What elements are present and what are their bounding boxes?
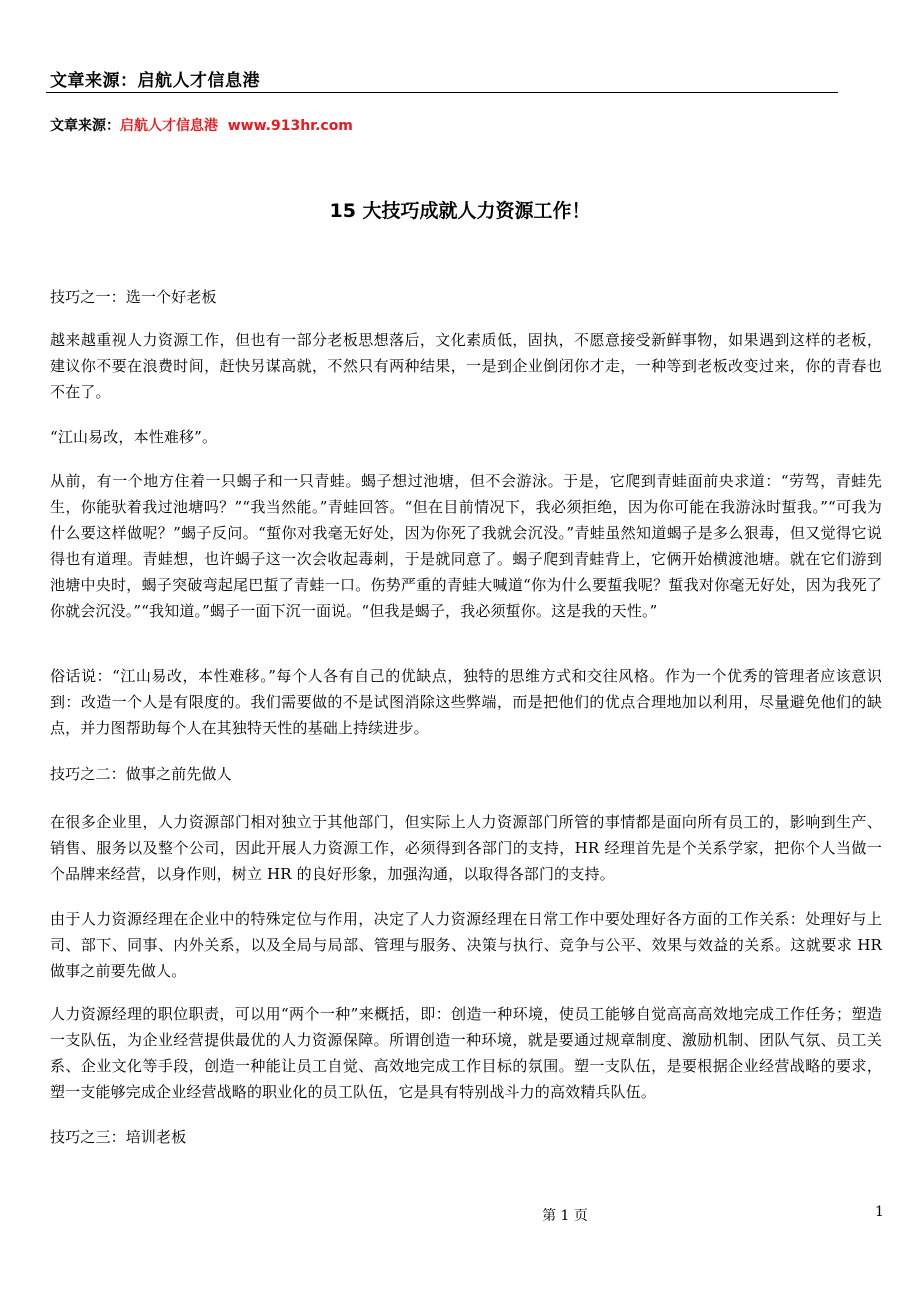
paragraph: 俗话说：“江山易改，本性难移。”每个人各有自己的优缺点，独特的思维方式和交往风格。作为一个优秀的管理者应该意识到：改造一个人是有限度的。我们需要做的不是试图消除这些弊端，而是把他们的优点合理地加以利用，尽量避免他们的缺点，并力图帮助每个人在其独特天性的基础上持续进步。	[50, 667, 882, 737]
paragraph: “江山易改，本性难移”。	[50, 428, 218, 446]
footer-page-number: 1	[875, 1204, 884, 1220]
source-line	[50, 115, 353, 135]
paragraph: 越来越重视人力资源工作，但也有一部分老板思想落后，文化素质低，固执，不愿意接受新鲜事物，如果遇到这样的老板，建议你不要在浪费时间，赶快另谋高就，不然只有两种结果，一是到企业倒闭你才走，一种等到老板改变过来，你的青春也不在了。	[50, 331, 882, 401]
footer-page-label: 第 1 页	[542, 1208, 588, 1224]
source-url-link[interactable]: www.913hr.com	[227, 118, 353, 134]
section-heading-1: 技巧之一：选一个好老板	[50, 288, 217, 306]
paragraph: 由于人力资源经理在企业中的特殊定位与作用，决定了人力资源经理在日常工作中要处理好各方面的工作关系：处理好与上司、部下、同事、内外关系，以及全局与局部、管理与服务、决策与执行、竞争与公平、效果与效益的关系。这就要求 HR 做事之前要先做人。	[50, 910, 882, 980]
section-heading-2: 技巧之二：做事之前先做人	[50, 765, 232, 783]
header-rule	[46, 92, 838, 93]
paragraph: 从前，有一个地方住着一只蝎子和一只青蛙。蝎子想过池塘，但不会游泳。于是，它爬到青蛙面前央求道：“劳驾，青蛙先生，你能驮着我过池塘吗？”“我当然能。”青蛙回答。“但在目前情况下，我必须拒绝，因为你可能在我游泳时蜇我。”“可我为什么要这样做呢？”蝎子反问。“蜇你对我毫无好处，因为你死了我就会沉没。”青蛙虽然知道蝎子是多么狠毒，但又觉得它说得也有道理。青蛙想，也许蝎子这一次会收起毒刺，于是就同意了。蝎子爬到青蛙背上，它俩开始横渡池塘。就在它们游到池塘中央时，蝎子突破弯起尾巴蜇了青蛙一口。伤势严重的青蛙大喊道“你为什么要蜇我呢？蜇我对你毫无好处，因为我死了你就会沉没。”“我知道。”蝎子一面下沉一面说。“但我是蝎子，我必须蜇你。这是我的天性。”	[50, 472, 882, 620]
paragraph: 人力资源经理的职位职责，可以用“两个一种”来概括，即：创造一种环境，使员工能够自觉高高高效地完成工作任务；塑造一支队伍，为企业经营提供最优的人力资源保障。所谓创造一种环境，就是要通过规章制度、激励机制、团队气氛、员工关系、企业文化等手段，创造一种能让员工自觉、高效地完成工作目标的氛围。塑一支队伍，是要根据企业经营战略的要求，塑一支能够完成企业经营战略的职业化的员工队伍，它是具有特别战斗力的高效精兵队伍。	[50, 1005, 882, 1101]
header-title: 文章来源：启航人才信息港	[50, 71, 260, 91]
source-site-name: 启航人才信息港	[120, 118, 218, 134]
section-heading-3: 技巧之三：培训老板	[50, 1128, 187, 1146]
document-title: 15 大技巧成就人力资源工作！	[329, 200, 591, 222]
paragraph: 在很多企业里，人力资源部门相对独立于其他部门，但实际上人力资源部门所管的事情都是面向所有员工的，影响到生产、销售、服务以及整个公司，因此开展人力资源工作，必须得到各部门的支持，HR 经理首先是个关系学家，把你个人当做一个品牌来经营，以身作则，树立 HR 的良好形象，加强沟通，以取得各部门的支持。	[50, 813, 882, 883]
source-label: 文章来源：	[50, 118, 120, 134]
